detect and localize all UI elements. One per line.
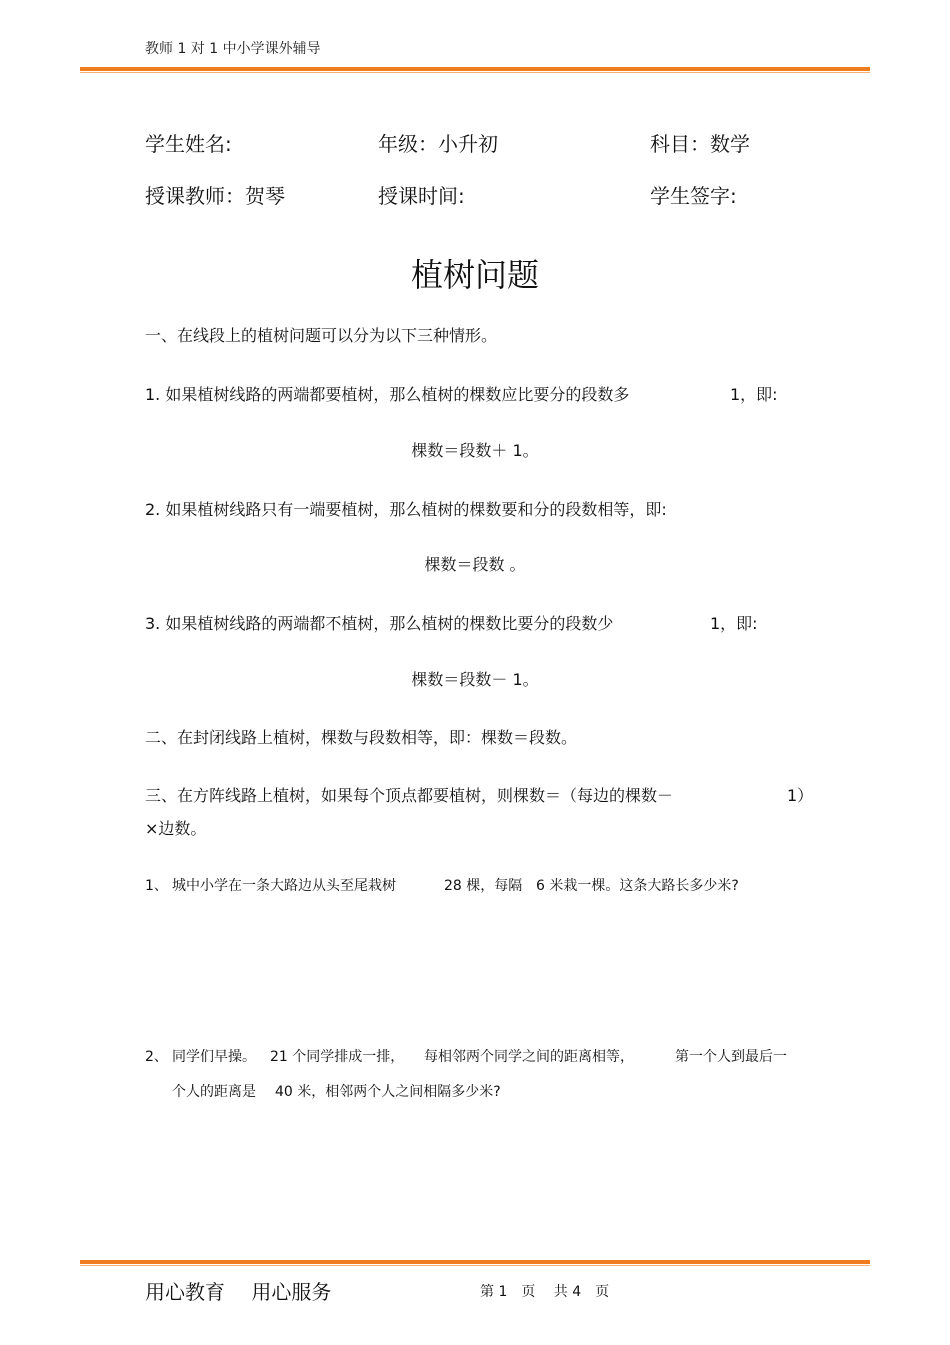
page-title: 植树问题 [410,256,539,294]
case-three-text: 3. 如果植树线路的两端都不植树，那么植树的棵数比要分的段数少 [145,614,614,633]
problem-two-part-b: 21 个同学排成一排， [270,1049,405,1065]
footer-rule [80,1260,870,1264]
formula-three: 棵数＝段数－ 1。 [411,670,539,689]
problem-two-number: 2、 [145,1049,168,1065]
section-two: 二、在封闭线路上植树，棵数与段数相等，即：棵数＝段数。 [145,728,578,747]
student-name-label: 学生姓名: [145,132,232,156]
problem-one-part-b: 28 棵，每隔 [444,878,523,894]
footer-motto: 用心教育 用心服务 [145,1280,332,1304]
section-three-text: 三、在方阵线路上植树，如果每个顶点都要植树，则棵数＝（每边的棵数－ [145,786,674,805]
formula-two: 棵数＝段数 。 [424,555,526,574]
formula-one: 棵数＝段数＋ 1。 [411,441,539,460]
footer-rule-thin [80,1265,870,1266]
section-three-tail: 1） [787,786,814,805]
problem-two-part-a: 同学们早操。 [172,1049,256,1065]
problem-two-part-f: 40 米，相邻两个人之间相隔多少米? [275,1084,501,1100]
subject-label: 科目：数学 [650,132,750,156]
teacher-label: 授课教师：贺琴 [145,184,285,208]
case-one-tail: 1，即: [730,385,778,404]
section-three-line2: ×边数。 [145,819,207,838]
problem-one-part-a: 城中小学在一条大路边从头至尾栽树 [172,878,396,894]
time-label: 授课时间: [378,184,465,208]
problem-one-part-c: 6 米栽一棵。这条大路长多少米? [536,878,739,894]
signature-label: 学生签字: [650,184,737,208]
problem-one-number: 1、 [145,878,168,894]
problem-two-part-c: 每相邻两个同学之间的距离相等， [424,1049,634,1065]
page-number: 第 1 页 共 4 页 [480,1284,610,1300]
case-three-tail: 1，即: [710,614,758,633]
header-rule-thin [80,72,870,73]
page-header-text: 教师 1 对 1 中小学课外辅导 [145,41,321,57]
case-two-text: 2. 如果植树线路只有一端要植树，那么植树的棵数要和分的段数相等，即: [145,500,667,519]
header-rule [80,67,870,71]
problem-two-part-d: 第一个人到最后一 [675,1049,787,1065]
grade-label: 年级：小升初 [378,132,498,156]
section-one: 一、在线段上的植树问题可以分为以下三种情形。 [145,326,498,345]
problem-two-part-e: 个人的距离是 [172,1084,256,1100]
case-one-text: 1. 如果植树线路的两端都要植树，那么植树的棵数应比要分的段数多 [145,385,630,404]
